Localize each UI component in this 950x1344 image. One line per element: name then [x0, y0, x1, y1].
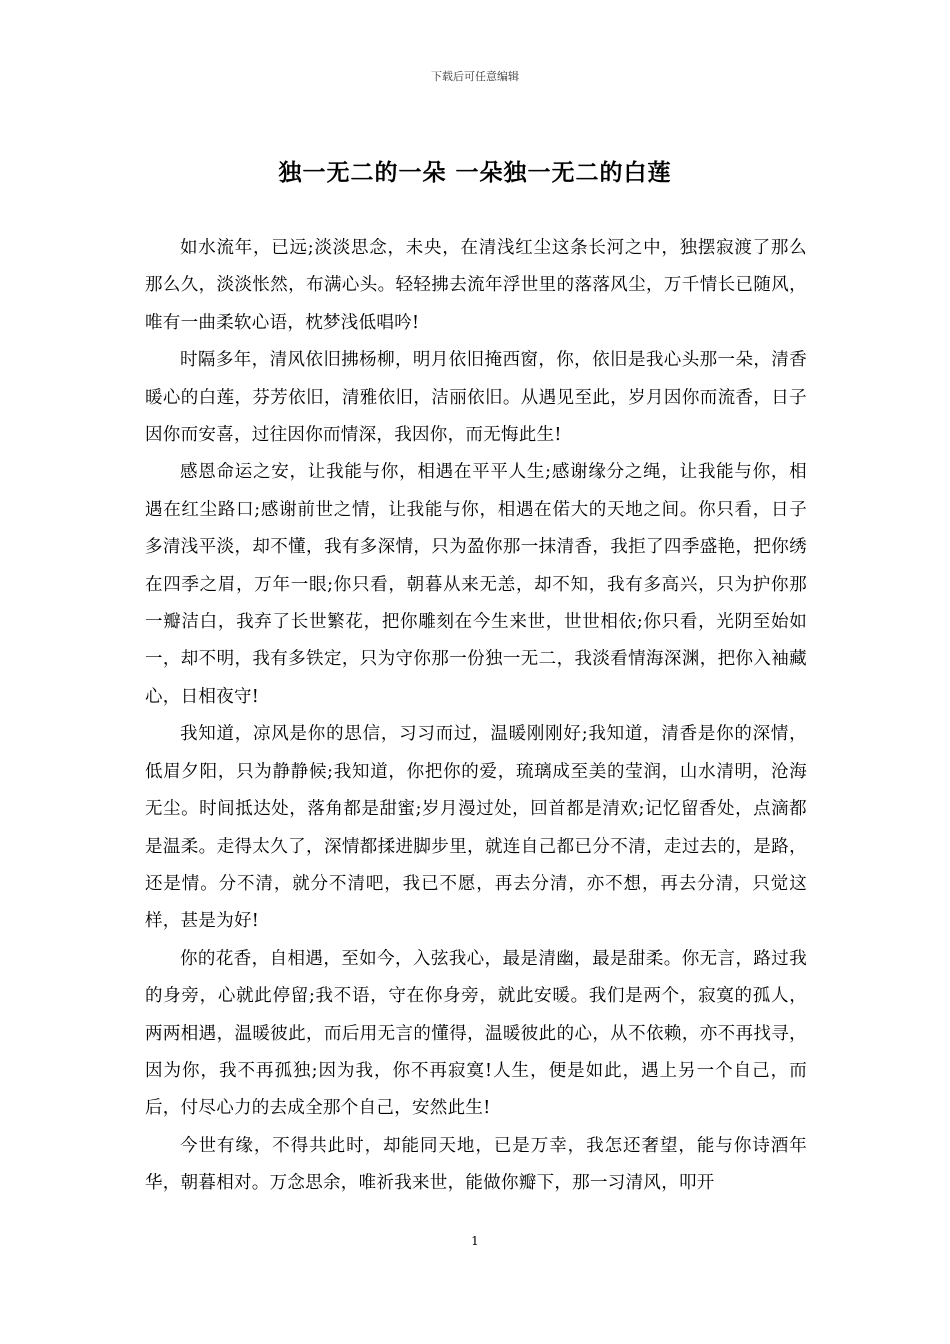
document-title: 独一无二的一朵 一朵独一无二的白莲: [278, 159, 672, 186]
paragraph: 时隔多年，清风依旧拂杨柳，明月依旧掩西窗，你，依旧是我心头那一朵，清香暖心的白莲，芬芳依旧，清雅依旧，洁丽依旧。从遇见至此，岁月因你而流香，日子因你而安喜，过往因你而情深，我因你，而无悔此生!: [145, 350, 807, 446]
paragraph: 今世有缘，不得共此时，却能同天地，已是万幸，我怎还奢望，能与你诗酒年华，朝暮相对。万念思余，唯祈我来世，能做你瓣下，那一习清风，叩开: [145, 1135, 807, 1194]
page-header: 下载后可任意编辑: [431, 70, 519, 83]
paragraph: 我知道，凉风是你的思信，习习而过，温暖刚刚好;我知道，清香是你的深情，低眉夕阳，只为静静候;我知道，你把你的爱，琉璃成至美的莹润，山水清明，沧海无尘。时间抵达处，落角都是甜蜜;岁月漫过处，回首都是清欢;记忆留香处，点滴都是温柔。走得太久了，深情都揉进脚步里，就连自己都已分不清，走过去的，是路，还是情。分不清，就分不清吧，我已不愿，再去分清，亦不想，再去分清，只觉这样，甚是为好!: [145, 724, 807, 932]
paragraph: 感恩命运之安，让我能与你，相遇在平平人生;感谢缘分之绳，让我能与你，相遇在红尘路口;感谢前世之情，让我能与你，相遇在偌大的天地之间。你只看，日子多清浅平淡，却不懂，我有多深情，只为盈你那一抹清香，我拒了四季盛艳，把你绣在四季之眉，万年一眼;你只看，朝暮从来无恙，却不知，我有多高兴，只为护你那一瓣洁白，我弃了长世繁花，把你雕刻在今生来世，世世相依;你只看，光阴至始如一，却不明，我有多铁定，只为守你那一份独一无二，我淡看情海深渊，把你入袖藏心，日相夜守!: [145, 462, 807, 707]
paragraph: 你的花香，自相遇，至如今，入弦我心，最是清幽，最是甜柔。你无言，路过我的身旁，心就此停留;我不语，守在你身旁，就此安暖。我们是两个，寂寞的孤人，两两相遇，温暖彼此，而后用无言的懂得，温暖彼此的心，从不依赖，亦不再找寻，因为你，我不再孤独;因为我，你不再寂寞!人生，便是如此，遇上另一个自己，而后，付尽心力的去成全那个自己，安然此生!: [145, 948, 807, 1119]
paragraph: 如水流年，已远;淡淡思念，未央，在清浅红尘这条长河之中，独摆寂渡了那么那么久，淡淡怅然，布满心头。轻轻拂去流年浮世里的落落风尘，万千情长已随风，唯有一曲柔软心语，枕梦浅低唱吟!: [145, 238, 807, 333]
page-number: 1: [471, 1234, 479, 1248]
document-body: [145, 230, 807, 1203]
